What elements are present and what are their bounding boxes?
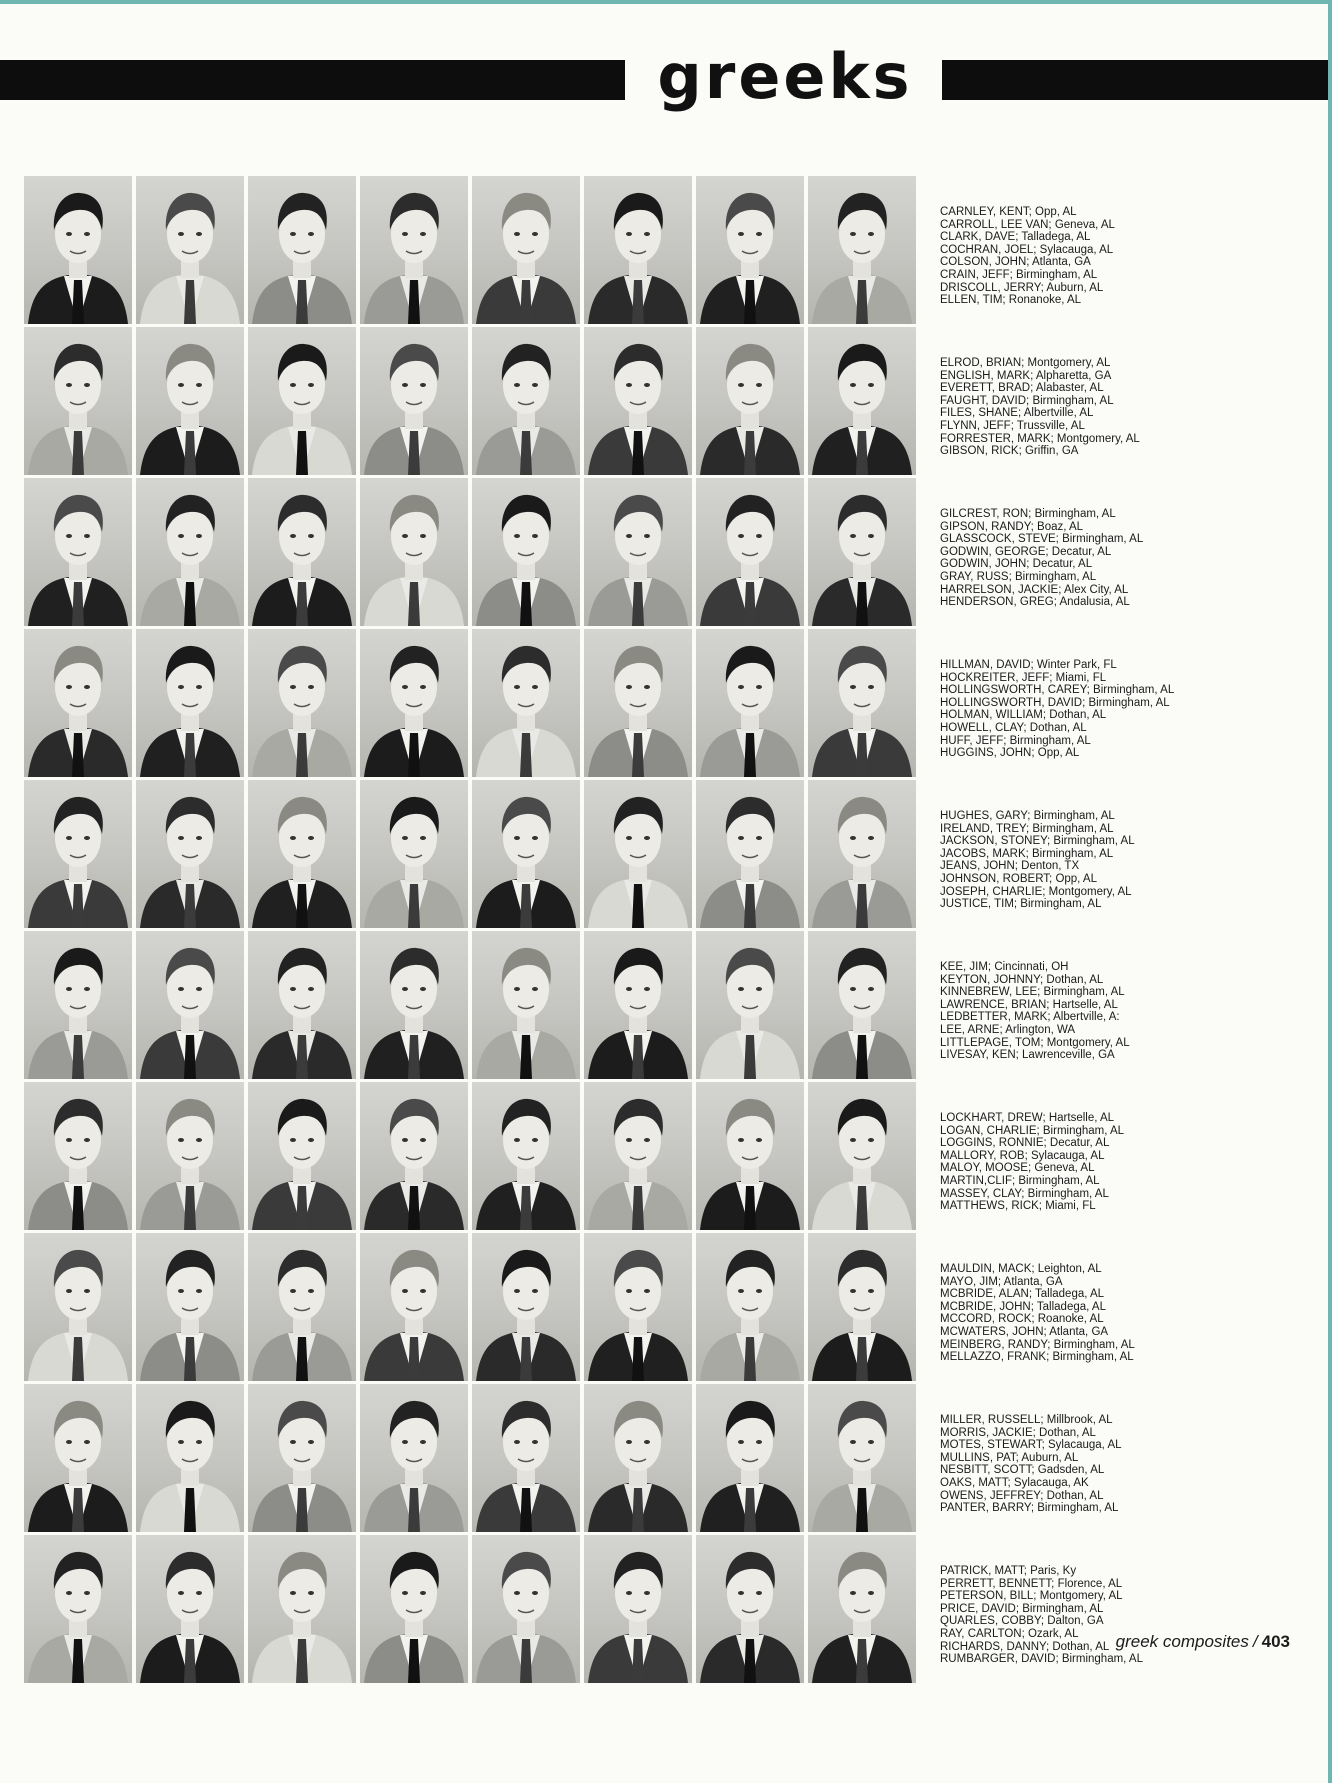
member-name: MARTIN,CLIF; Birmingham, AL: [940, 1174, 1100, 1187]
portrait-photo: [248, 327, 356, 475]
portrait-photo: [472, 1233, 580, 1381]
member-name: ENGLISH, MARK; Alpharetta, GA: [940, 369, 1112, 382]
portrait-row: [24, 629, 924, 777]
member-name: FORRESTER, MARK; Montgomery, AL: [940, 432, 1140, 445]
portrait-photo: [136, 629, 244, 777]
portrait-photo: [696, 1082, 804, 1230]
portrait-photo: [808, 780, 916, 928]
member-name: LAWRENCE, BRIAN; Hartselle, AL: [940, 998, 1118, 1011]
member-name: FAUGHT, DAVID; Birmingham, AL: [940, 394, 1114, 407]
portrait-photo: [248, 1384, 356, 1532]
portrait-photo: [584, 327, 692, 475]
member-name: MATTHEWS, RICK; Miami, FL: [940, 1200, 1096, 1213]
member-name: PANTER, BARRY; Birmingham, AL: [940, 1502, 1119, 1515]
portrait-photo: [24, 931, 132, 1079]
portrait-photo: [136, 1384, 244, 1532]
portrait-photo: [248, 478, 356, 626]
member-name: CARROLL, LEE VAN; Geneva, AL: [940, 218, 1115, 231]
member-name: HOLLINGSWORTH, DAVID; Birmingham, AL: [940, 696, 1170, 709]
member-name: MELLAZZO, FRANK; Birmingham, AL: [940, 1351, 1134, 1364]
portrait-photo: [808, 478, 916, 626]
section-label: greek composites: [1115, 1632, 1249, 1651]
portrait-photo: [584, 176, 692, 324]
portrait-photo: [696, 327, 804, 475]
portrait-photo: [808, 629, 916, 777]
member-name: RICHARDS, DANNY; Dothan, AL: [940, 1640, 1110, 1653]
member-name: GLASSCOCK, STEVE; Birmingham, AL: [940, 533, 1144, 546]
portrait-row: [24, 327, 924, 475]
member-name: GIBSON, RICK; Griffin, GA: [940, 445, 1079, 458]
name-caption-block: [940, 659, 1240, 760]
member-name: MULLINS, PAT; Auburn, AL: [940, 1451, 1079, 1464]
portrait-photo: [472, 629, 580, 777]
member-name: HOWELL, CLAY; Dothan, AL: [940, 721, 1087, 734]
portrait-photo: [360, 1082, 468, 1230]
portrait-photo: [472, 176, 580, 324]
portrait-photo: [24, 1233, 132, 1381]
portrait-photo: [808, 176, 916, 324]
member-name: QUARLES, COBBY; Dalton, GA: [940, 1615, 1104, 1628]
portrait-photo: [472, 327, 580, 475]
portrait-photo: [360, 1535, 468, 1683]
portrait-photo: [136, 478, 244, 626]
member-name: RUMBARGER, DAVID; Birmingham, AL: [940, 1653, 1144, 1666]
member-name: COLSON, JOHN; Atlanta, GA: [940, 256, 1091, 269]
member-name: MILLER, RUSSELL; Millbrook, AL: [940, 1414, 1113, 1426]
member-name: KEE, JIM; Cincinnati, OH: [940, 961, 1069, 973]
portrait-photo: [584, 780, 692, 928]
member-name: LOGGINS, RONNIE; Decatur, AL: [940, 1137, 1110, 1150]
portrait-photo: [360, 478, 468, 626]
page-number: 403: [1261, 1632, 1290, 1651]
name-caption-block: [940, 1414, 1240, 1515]
member-name: PRICE, DAVID; Birmingham, AL: [940, 1602, 1104, 1615]
portrait-photo: [136, 780, 244, 928]
portrait-photo: [808, 1082, 916, 1230]
portrait-photo: [808, 1233, 916, 1381]
portrait-photo: [24, 1384, 132, 1532]
member-name: MCWATERS, JOHN; Atlanta, GA: [940, 1325, 1109, 1338]
portrait-photo: [696, 1384, 804, 1532]
member-name: MORRIS, JACKIE; Dothan, AL: [940, 1426, 1096, 1439]
portrait-row: [24, 1233, 924, 1381]
portrait-photo: [248, 176, 356, 324]
member-name: HILLMAN, DAVID; Winter Park, FL: [940, 659, 1117, 671]
member-name: ELLEN, TIM; Ronanoke, AL: [940, 294, 1082, 307]
member-name: HENDERSON, GREG; Andalusia, AL: [940, 596, 1130, 609]
name-caption-block: [940, 206, 1240, 307]
portrait-photo: [584, 478, 692, 626]
portrait-row: [24, 176, 924, 324]
member-name: OWENS, JEFFREY; Dothan, AL: [940, 1489, 1104, 1502]
portrait-photo: [808, 931, 916, 1079]
portrait-photo: [472, 1384, 580, 1532]
member-name: MAULDIN, MACK; Leighton, AL: [940, 1263, 1102, 1275]
member-name: OAKS, MATT; Sylacauga, AK: [940, 1476, 1089, 1489]
member-name: LEDBETTER, MARK; Albertville, A:: [940, 1011, 1120, 1024]
member-name: JACKSON, STONEY; Birmingham, AL: [940, 835, 1135, 848]
header-rule-left: [0, 60, 625, 100]
portrait-photo: [360, 1384, 468, 1532]
portrait-row: [24, 478, 924, 626]
name-caption-block: [940, 810, 1240, 911]
member-name: HOCKREITER, JEFF; Miami, FL: [940, 671, 1107, 684]
portrait-photo: [808, 327, 916, 475]
folio-separator: /: [1252, 1632, 1258, 1651]
member-name: HOLMAN, WILLIAM; Dothan, AL: [940, 709, 1107, 722]
portrait-photo: [360, 327, 468, 475]
member-name: JOSEPH, CHARLIE; Montgomery, AL: [940, 885, 1132, 898]
portrait-photo: [696, 1233, 804, 1381]
header-rule-right: [942, 60, 1328, 100]
portrait-photo: [360, 629, 468, 777]
member-name: MCCORD, ROCK; Roanoke, AL: [940, 1313, 1104, 1326]
portrait-photo: [24, 1535, 132, 1683]
portrait-photo: [248, 931, 356, 1079]
portrait-photo: [696, 780, 804, 928]
member-name: MALLORY, ROB; Sylacauga, AL: [940, 1149, 1105, 1162]
name-caption-block: [940, 508, 1240, 609]
portrait-photo: [696, 478, 804, 626]
member-name: JEANS, JOHN; Denton, TX: [940, 860, 1080, 873]
member-name: PERRETT, BENNETT; Florence, AL: [940, 1577, 1123, 1590]
member-name: FLYNN, JEFF; Trussville, AL: [940, 419, 1085, 432]
member-name: JUSTICE, TIM; Birmingham, AL: [940, 898, 1102, 911]
portrait-photo: [472, 1082, 580, 1230]
name-caption-block: [940, 961, 1240, 1062]
portrait-photo: [136, 931, 244, 1079]
portrait-photo: [248, 1535, 356, 1683]
portrait-photo: [248, 1233, 356, 1381]
member-name: MEINBERG, RANDY; Birmingham, AL: [940, 1338, 1135, 1351]
name-caption-block: [940, 1112, 1240, 1213]
member-name: MAYO, JIM; Atlanta, GA: [940, 1275, 1063, 1288]
member-name: CLARK, DAVE; Talladega, AL: [940, 231, 1091, 244]
portrait-photo: [696, 176, 804, 324]
portrait-row: [24, 1535, 924, 1683]
member-name: JACOBS, MARK; Birmingham, AL: [940, 847, 1114, 860]
scan-top-edge: [0, 0, 1332, 4]
portrait-photo: [24, 478, 132, 626]
section-title: greeks: [657, 40, 913, 113]
portrait-photo: [472, 1535, 580, 1683]
member-name: GODWIN, JOHN; Decatur, AL: [940, 558, 1093, 571]
member-name: HUGGINS, JOHN; Opp, AL: [940, 747, 1080, 760]
portrait-photo: [696, 1535, 804, 1683]
portrait-photo: [360, 1233, 468, 1381]
portrait-photo: [808, 1384, 916, 1532]
portrait-photo: [24, 629, 132, 777]
member-name: MALOY, MOOSE; Geneva, AL: [940, 1162, 1095, 1175]
portrait-photo: [584, 1082, 692, 1230]
portrait-photo: [360, 780, 468, 928]
portrait-photo: [24, 327, 132, 475]
portrait-photo: [584, 629, 692, 777]
portrait-photo: [584, 1233, 692, 1381]
member-name: LITTLEPAGE, TOM; Montgomery, AL: [940, 1036, 1130, 1049]
portrait-photo: [360, 176, 468, 324]
member-name: MOTES, STEWART; Sylacauga, AL: [940, 1439, 1122, 1452]
member-name: GRAY, RUSS; Birmingham, AL: [940, 570, 1097, 583]
portrait-photo: [24, 176, 132, 324]
member-name: EVERETT, BRAD; Alabaster, AL: [940, 382, 1104, 395]
portrait-photo: [136, 1082, 244, 1230]
member-name: HUGHES, GARY; Birmingham, AL: [940, 810, 1115, 822]
member-name: CARNLEY, KENT; Opp, AL: [940, 206, 1077, 218]
portrait-row: [24, 780, 924, 928]
member-name: RAY, CARLTON; Ozark, AL: [940, 1627, 1079, 1640]
portrait-photo: [808, 1535, 916, 1683]
member-name: HOLLINGSWORTH, CAREY; Birmingham, AL: [940, 684, 1175, 697]
scan-right-edge: [1328, 0, 1332, 1783]
member-name: ELROD, BRIAN; Montgomery, AL: [940, 357, 1111, 369]
member-name: NESBITT, SCOTT; Gadsden, AL: [940, 1464, 1105, 1477]
member-name: JOHNSON, ROBERT; Opp, AL: [940, 872, 1098, 885]
member-name: HUFF, JEFF; Birmingham, AL: [940, 734, 1091, 747]
portrait-photo: [248, 780, 356, 928]
member-name: PATRICK, MATT; Paris, Ky: [940, 1565, 1077, 1577]
portrait-photo: [696, 931, 804, 1079]
portrait-photo: [248, 1082, 356, 1230]
portrait-photo: [248, 629, 356, 777]
portrait-photo: [584, 1384, 692, 1532]
member-name: HARRELSON, JACKIE; Alex City, AL: [940, 583, 1129, 596]
portrait-photo: [24, 780, 132, 928]
member-name: COCHRAN, JOEL; Sylacauga, AL: [940, 243, 1114, 256]
member-name: PETERSON, BILL; Montgomery, AL: [940, 1590, 1123, 1603]
name-caption-block: [940, 1263, 1240, 1364]
page-folio: [1010, 1632, 1290, 1652]
portrait-photo: [136, 327, 244, 475]
member-name: KEYTON, JOHNNY; Dothan, AL: [940, 973, 1104, 986]
name-caption-block: [940, 357, 1240, 458]
member-name: MCBRIDE, ALAN; Talladega, AL: [940, 1288, 1105, 1301]
member-name: MCBRIDE, JOHN; Talladega, AL: [940, 1300, 1106, 1313]
portrait-photo: [136, 176, 244, 324]
portrait-row: [24, 1384, 924, 1532]
member-name: FILES, SHANE; Albertville, AL: [940, 407, 1094, 420]
portrait-photo: [584, 1535, 692, 1683]
member-name: CRAIN, JEFF; Birmingham, AL: [940, 268, 1098, 281]
portrait-row: [24, 931, 924, 1079]
member-name: DRISCOLL, JERRY; Auburn, AL: [940, 281, 1104, 294]
member-name: IRELAND, TREY; Birmingham, AL: [940, 822, 1114, 835]
member-name: GIPSON, RANDY; Boaz, AL: [940, 520, 1084, 533]
portrait-row: [24, 1082, 924, 1230]
portrait-photo: [136, 1535, 244, 1683]
portrait-photo: [696, 629, 804, 777]
member-name: LEE, ARNE; Arlington, WA: [940, 1023, 1076, 1036]
member-name: LOGAN, CHARLIE; Birmingham, AL: [940, 1124, 1125, 1137]
member-name: MASSEY, CLAY; Birmingham, AL: [940, 1187, 1109, 1200]
member-name: GODWIN, GEORGE; Decatur, AL: [940, 545, 1112, 558]
member-name: LOCKHART, DREW; Hartselle, AL: [940, 1112, 1115, 1124]
portrait-photo: [472, 780, 580, 928]
portrait-photo: [24, 1082, 132, 1230]
portrait-photo: [472, 478, 580, 626]
member-name: KINNEBREW, LEE; Birmingham, AL: [940, 986, 1125, 999]
portrait-photo: [472, 931, 580, 1079]
member-name: GILCREST, RON; Birmingham, AL: [940, 508, 1116, 520]
portrait-photo: [360, 931, 468, 1079]
portrait-photo: [136, 1233, 244, 1381]
member-name: LIVESAY, KEN; Lawrenceville, GA: [940, 1049, 1115, 1062]
portrait-photo: [584, 931, 692, 1079]
